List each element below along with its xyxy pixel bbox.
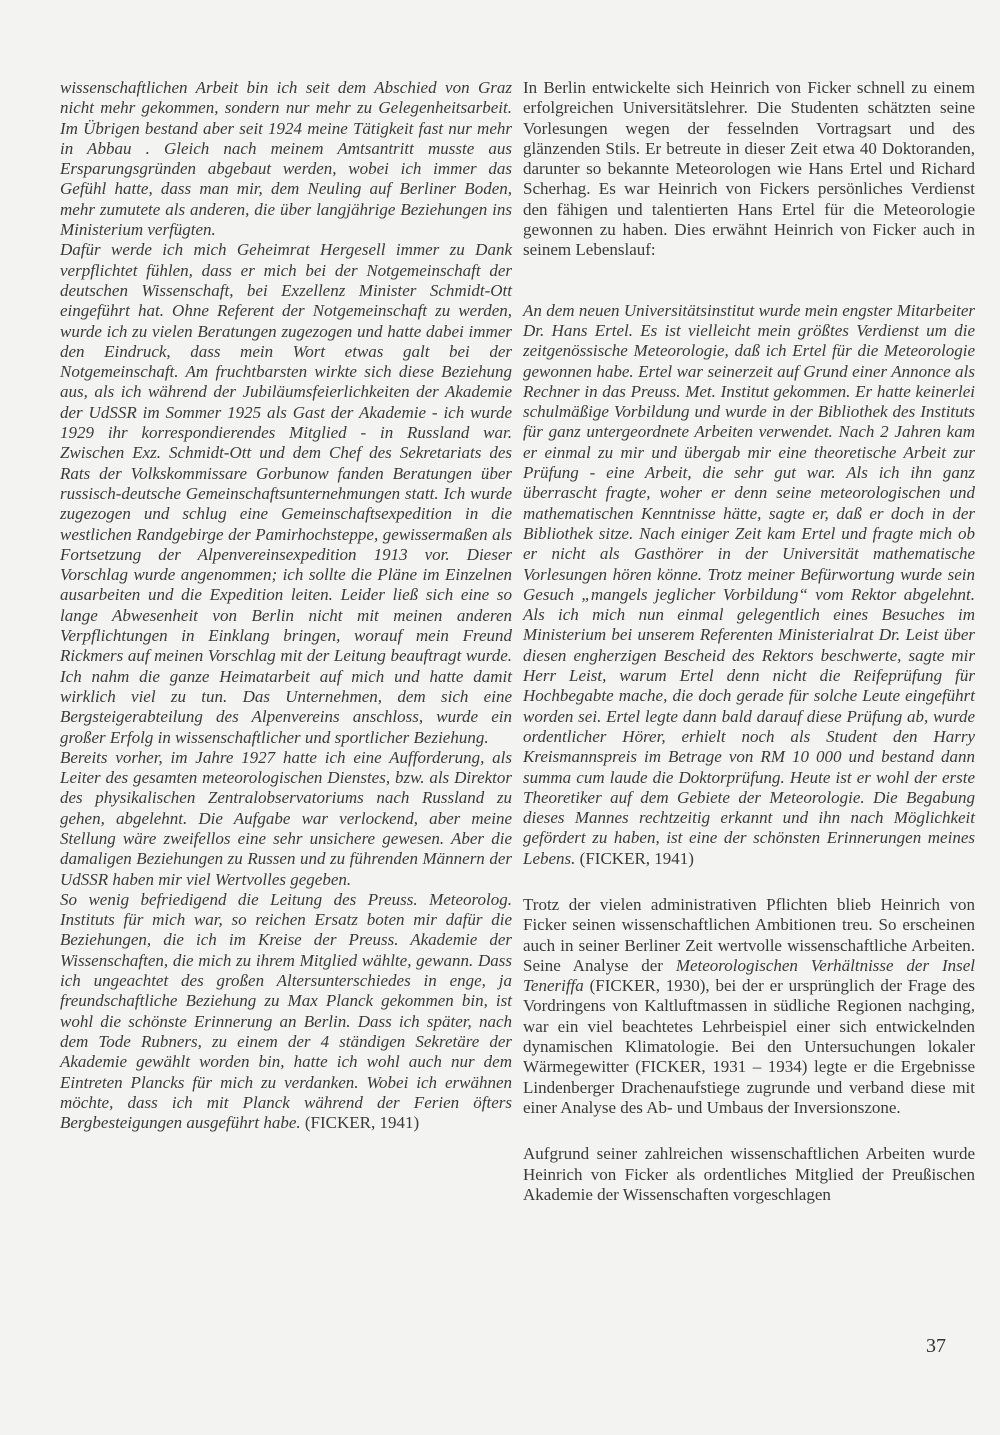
quote-paragraph: Dafür werde ich mich Geheimrat Hergesell immer zu Dank verpflichtet fühlen, dass er mich bei der Notgemeinschaft der deutschen Wissenschaft, bei Exzellenz Minister Schmidt-Ott eingeführt hat. Ohne Referent der Notgemeinschaft zu werden, wurde ich zu vielen Beratungen zugezogen und hatte dabei immer den Eindruck, dass mein Wort etwas galt bei der Notgemeinschaft. Am fruchtbarsten wirkte sich diese Beziehung aus, als ich während der Jubiläumsfeierlichkeiten der Akademie der UdSSR im Sommer 1925 als Gast der Akademie - ich wurde 1929 ihr korrespondierendes Mitglied - in Russland war. Zwischen Exz. Schmidt-Ott und dem Chef des Sekretariats des Rats der Volkskommissare Gorbunow fanden Beratungen über russisch-deutsche Gemeinschaftsunternehmungen statt. Ich wurde zugezogen und schlug eine Gemeinschaftsexpedition in die westlichen Randgebirge der Pamirhochsteppe, gewissermaßen als Fortsetzung der Alpenvereinsexpedition 1913 vor. Dieser Vorschlag wurde angenommen; ich sollte die Pläne im Einzelnen ausarbeiten und die Expedition leiten. Leider ließ sich eine so lange Abwesenheit von Berlin nicht mit meinen anderen Verpflichtungen in Einklang bringen, worauf mein Freund Rickmers auf meinen Vorschlag mit der Leitung beauftragt wurde. Ich nahm die ganze Heimatarbeit auf mich und hatte damit wirklich viel zu tun. Das Unternehmen, dem sich eine Bergsteigerabteilung des Alpenvereins anschloss, wurde ein großer Erfolg in wissenschaftlicher und sportlicher Beziehung.: [60, 240, 512, 747]
body-text: Trotz der vielen administrativen Pflichten blieb Heinrich von Ficker seinen wissenschaftlichen Ambitionen treu. So erscheinen auch in seiner Berliner Zeit wertvolle wissenschaftliche Arbeiten. Seine Analyse der: [523, 894, 975, 975]
right-column: [523, 78, 975, 1205]
quote-text: An dem neuen Universitätsinstitut wurde mein engster Mitarbeiter Dr. Hans Ertel. Es ist vielleicht mein größtes Verdienst um die zeitgenössische Meteorologie, daß ich Ertel für die Meteorologie gewonnen habe. Ertel war seinerzeit auf Grund einer Annonce als Rechner in das Preuss. Met. Institut gekommen. Er hatte keinerlei schulmäßige Vorbildung und wurde in der Bibliothek des Instituts für ganz untergeordnete Arbeiten verwendet. Nach 2 Jahren kam er einmal zu mir und übergab mir eine theoretische Arbeit zur Prüfung - eine Arbeit, die sehr gut war. Als ich ihn ganz überrascht fragte, woher er denn seine meteorologischen und mathematischen Kenntnisse hätte, sagte er, daß er doch in der Bibliothek sitze. Nach einiger Zeit kam Ertel und fragte mich ob er nicht als Gasthörer in der Universität mathematische Vorlesungen hören könne. Trotz meiner Befürwortung wurde sein Gesuch „mangels jeglicher Vorbildung“ vom Rektor abgelehnt. Als ich mich nun einmal gelegentlich eines Besuches im Ministerium bei unserem Referenten Ministerialrat Dr. Leist über diesen engherzigen Bescheid des Rektors beschwerte, sagte mir Herr Leist, warum Ertel denn nicht die Reifeprüfung für Hochbegabte mache, die doch gerade für solche Leute eingeführt worden sei. Ertel legte dann bald darauf diese Prüfung ab, wurde ordentlicher Hörer, erhielt noch als Student den Harry Kreismannspreis im Betrage von RM 10 000 und bestand dann summa cum laude die Doktorprüfung. Heute ist er wohl der erste Theoretiker auf dem Gebiete der Meteorologie. Die Begabung dieses Mannes rechtzeitig erkannt und ihn nach Möglichkeit gefördert zu haben, ist eine der schönsten Erinnerungen meines Lebens.: [523, 300, 975, 868]
body-paragraph: [523, 895, 975, 1118]
left-column: [60, 78, 512, 1133]
block-quote: [523, 301, 975, 869]
quote-paragraph: [60, 890, 512, 1134]
page-number: 37: [926, 1335, 946, 1357]
quote-paragraph: wissenschaftlichen Arbeit bin ich seit dem Abschied von Graz nicht mehr gekommen, sondern nur mehr zu Gelegenheitsarbeit. Im Übrigen bestand aber seit 1924 meine Tätigkeit fast nur mehr in Abbau . Gleich nach meinem Amtsantritt musste aus Ersparungsgründen abgebaut werden, wobei ich immer das Gefühl hatte, dass man mir, dem Neuling auf Berliner Boden, mehr zumutete als anderen, die über langjährige Beziehungen ins Ministerium verfügten.: [60, 78, 512, 240]
quote-paragraph: Bereits vorher, im Jahre 1927 hatte ich eine Aufforderung, als Leiter des gesamten meteorologischen Dienstes, bzw. als Direktor des physikalischen Zentralobservatoriums nach Russland zu gehen, abgelehnt. Die Aufgabe war verlockend, aber meine Stellung wäre zweifellos eine sehr unsichere gewesen. Aber die damaligen Beziehungen zu Russen und zu führenden Männern der UdSSR haben mir viel Wertvolles gegeben.: [60, 747, 512, 889]
citation: (FICKER, 1941): [579, 848, 694, 868]
citation: (FICKER, 1941): [304, 1113, 420, 1133]
body-text: (FICKER, 1930), bei der er ursprünglich der Frage des Vordringens von Kaltluftmassen in südliche Regionen nachging, war ein viel beachtetes Lehrbeispiel einer sich entwickelnden dynamischen Klimatologie. Bei den Untersuchungen lokaler Wärmegewitter (FICKER, 1931 – 1934) legte er die Ergebnisse Lindenberger Drachenaufstiege zugrunde und verband diese mit einer Analyse des Ab- und Umbaus der Inversionszone.: [523, 976, 976, 1117]
body-paragraph: Aufgrund seiner zahlreichen wissenschaftlichen Arbeiten wurde Heinrich von Ficker als ordentliches Mitglied der Preußischen Akademie der Wissenschaften vorgeschlagen: [523, 1144, 975, 1204]
work-title: Meteorologischen Verhältnisse der Insel Teneriffa: [523, 955, 975, 996]
quote-text: So wenig befriedigend die Leitung des Preuss. Meteorolog. Instituts für mich war, so reichen Ersatz boten mir dafür die Beziehungen, die ich im Kreise der Preuss. Akademie der Wissenschaften, die mich zu ihrem Mitglied wählte, gewann. Dass ich ungeachtet des großen Altersunterschiedes in enge, ja freundschaftliche Beziehung zu Max Planck gekommen bin, ist wohl die schönste Erinnerung an Berlin. Dass ich später, nach dem Tode Rubners, zu einem der 4 ständigen Sekretäre der Akademie gewählt worden bin, hatte ich wohl auch nur dem Eintreten Plancks für mich zu verdanken. Wobei ich erwähnen möchte, dass ich mit Planck während der Ferien öfters Bergbesteigungen ausgeführt habe.: [60, 889, 512, 1133]
body-paragraph: In Berlin entwickelte sich Heinrich von Ficker schnell zu einem erfolgreichen Universitätslehrer. Die Studenten schätzten seine Vorlesungen wegen der fesselnden Vortragsart und des glänzenden Stils. Er betreute in dieser Zeit etwa 40 Doktoranden, darunter so bekannte Meteorologen wie Hans Ertel und Richard Scherhag. Es war Heinrich von Fickers persönliches Verdienst den fähigen und talentierten Hans Ertel für die Meteorologie gewonnen zu haben. Dies erwähnt Heinrich von Ficker auch in seinem Lebenslauf:: [523, 78, 975, 260]
